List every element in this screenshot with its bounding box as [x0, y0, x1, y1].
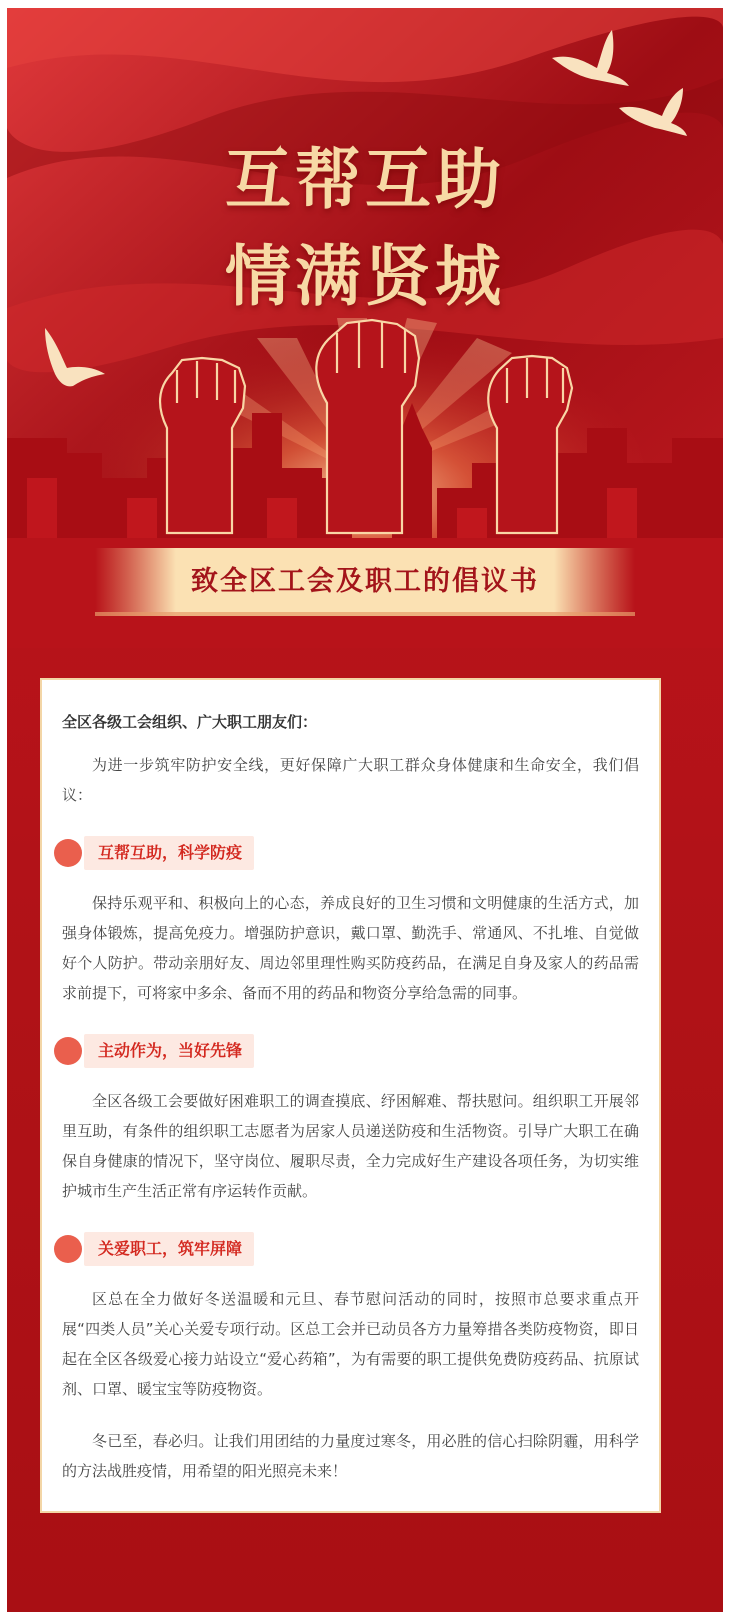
section-body: 保持乐观平和、积极向上的心态，养成良好的卫生习惯和文明健康的生活方式，加强身体锻炼，提高免疫力。增强防护意识，戴口罩、勤洗手、常通风、不扎堆、自觉做好个人防护。带动亲朋好友、周边邻里理性购买防疫药品，在满足自身及家人的药品需求前提下，可将家中多余、备而不用的药品和物资分享给急需的同事。: [62, 894, 639, 1002]
banner-title: 致全区工会及职工的倡议书: [191, 566, 539, 597]
section-header: [62, 836, 639, 870]
letter-closing: 冬已至，春必归。让我们用团结的力量度过寒冬，用必胜的信心扫除阴霾，用科学的方法战胜疫情，用希望的阳光照亮未来！: [62, 1432, 639, 1480]
letter-card: [40, 678, 661, 1513]
hero-title-line-1: 互帮互助: [225, 141, 505, 218]
section-header: [62, 1232, 639, 1266]
banner: [127, 556, 603, 608]
hero-header: [7, 8, 723, 648]
section-title: 关爱职工，筑牢屏障: [84, 1232, 254, 1266]
poster: [7, 8, 723, 1612]
section-title: 主动作为，当好先锋: [84, 1034, 254, 1068]
section-body: 区总在全力做好冬送温暖和元旦、春节慰问活动的同时，按照市总要求重点开展“四类人员”关心关爱专项行动。区总工会并已动员各方力量筹措各类防疫物资，即日起在全区各级爱心接力站设立“爱心药箱”，为有需要的职工提供免费防疫药品、抗原试剂、口罩、暖宝宝等防疫物资。: [62, 1290, 639, 1398]
section-header: [62, 1034, 639, 1068]
hero-artwork: [7, 8, 723, 648]
hero-title-line-2: 情满贤城: [225, 238, 505, 315]
letter-greeting: 全区各级工会组织、广大职工朋友们：: [62, 713, 318, 731]
section-dot-icon: [54, 1037, 82, 1065]
letter-intro: 为进一步筑牢防护安全线，更好保障广大职工群众身体健康和生命安全，我们倡议：: [62, 756, 639, 804]
section-title: 互帮互助，科学防疫: [84, 836, 254, 870]
section-dot-icon: [54, 839, 82, 867]
section-body: 全区各级工会要做好困难职工的调查摸底、纾困解难、帮扶慰问。组织职工开展邻里互助，有条件的组织职工志愿者为居家人员递送防疫和生活物资。引导广大职工在确保自身健康的情况下，坚守岗位、履职尽责，全力完成好生产建设各项任务，为切实维护城市生产生活正常有序运转作贡献。: [62, 1092, 639, 1200]
section-dot-icon: [54, 1235, 82, 1263]
